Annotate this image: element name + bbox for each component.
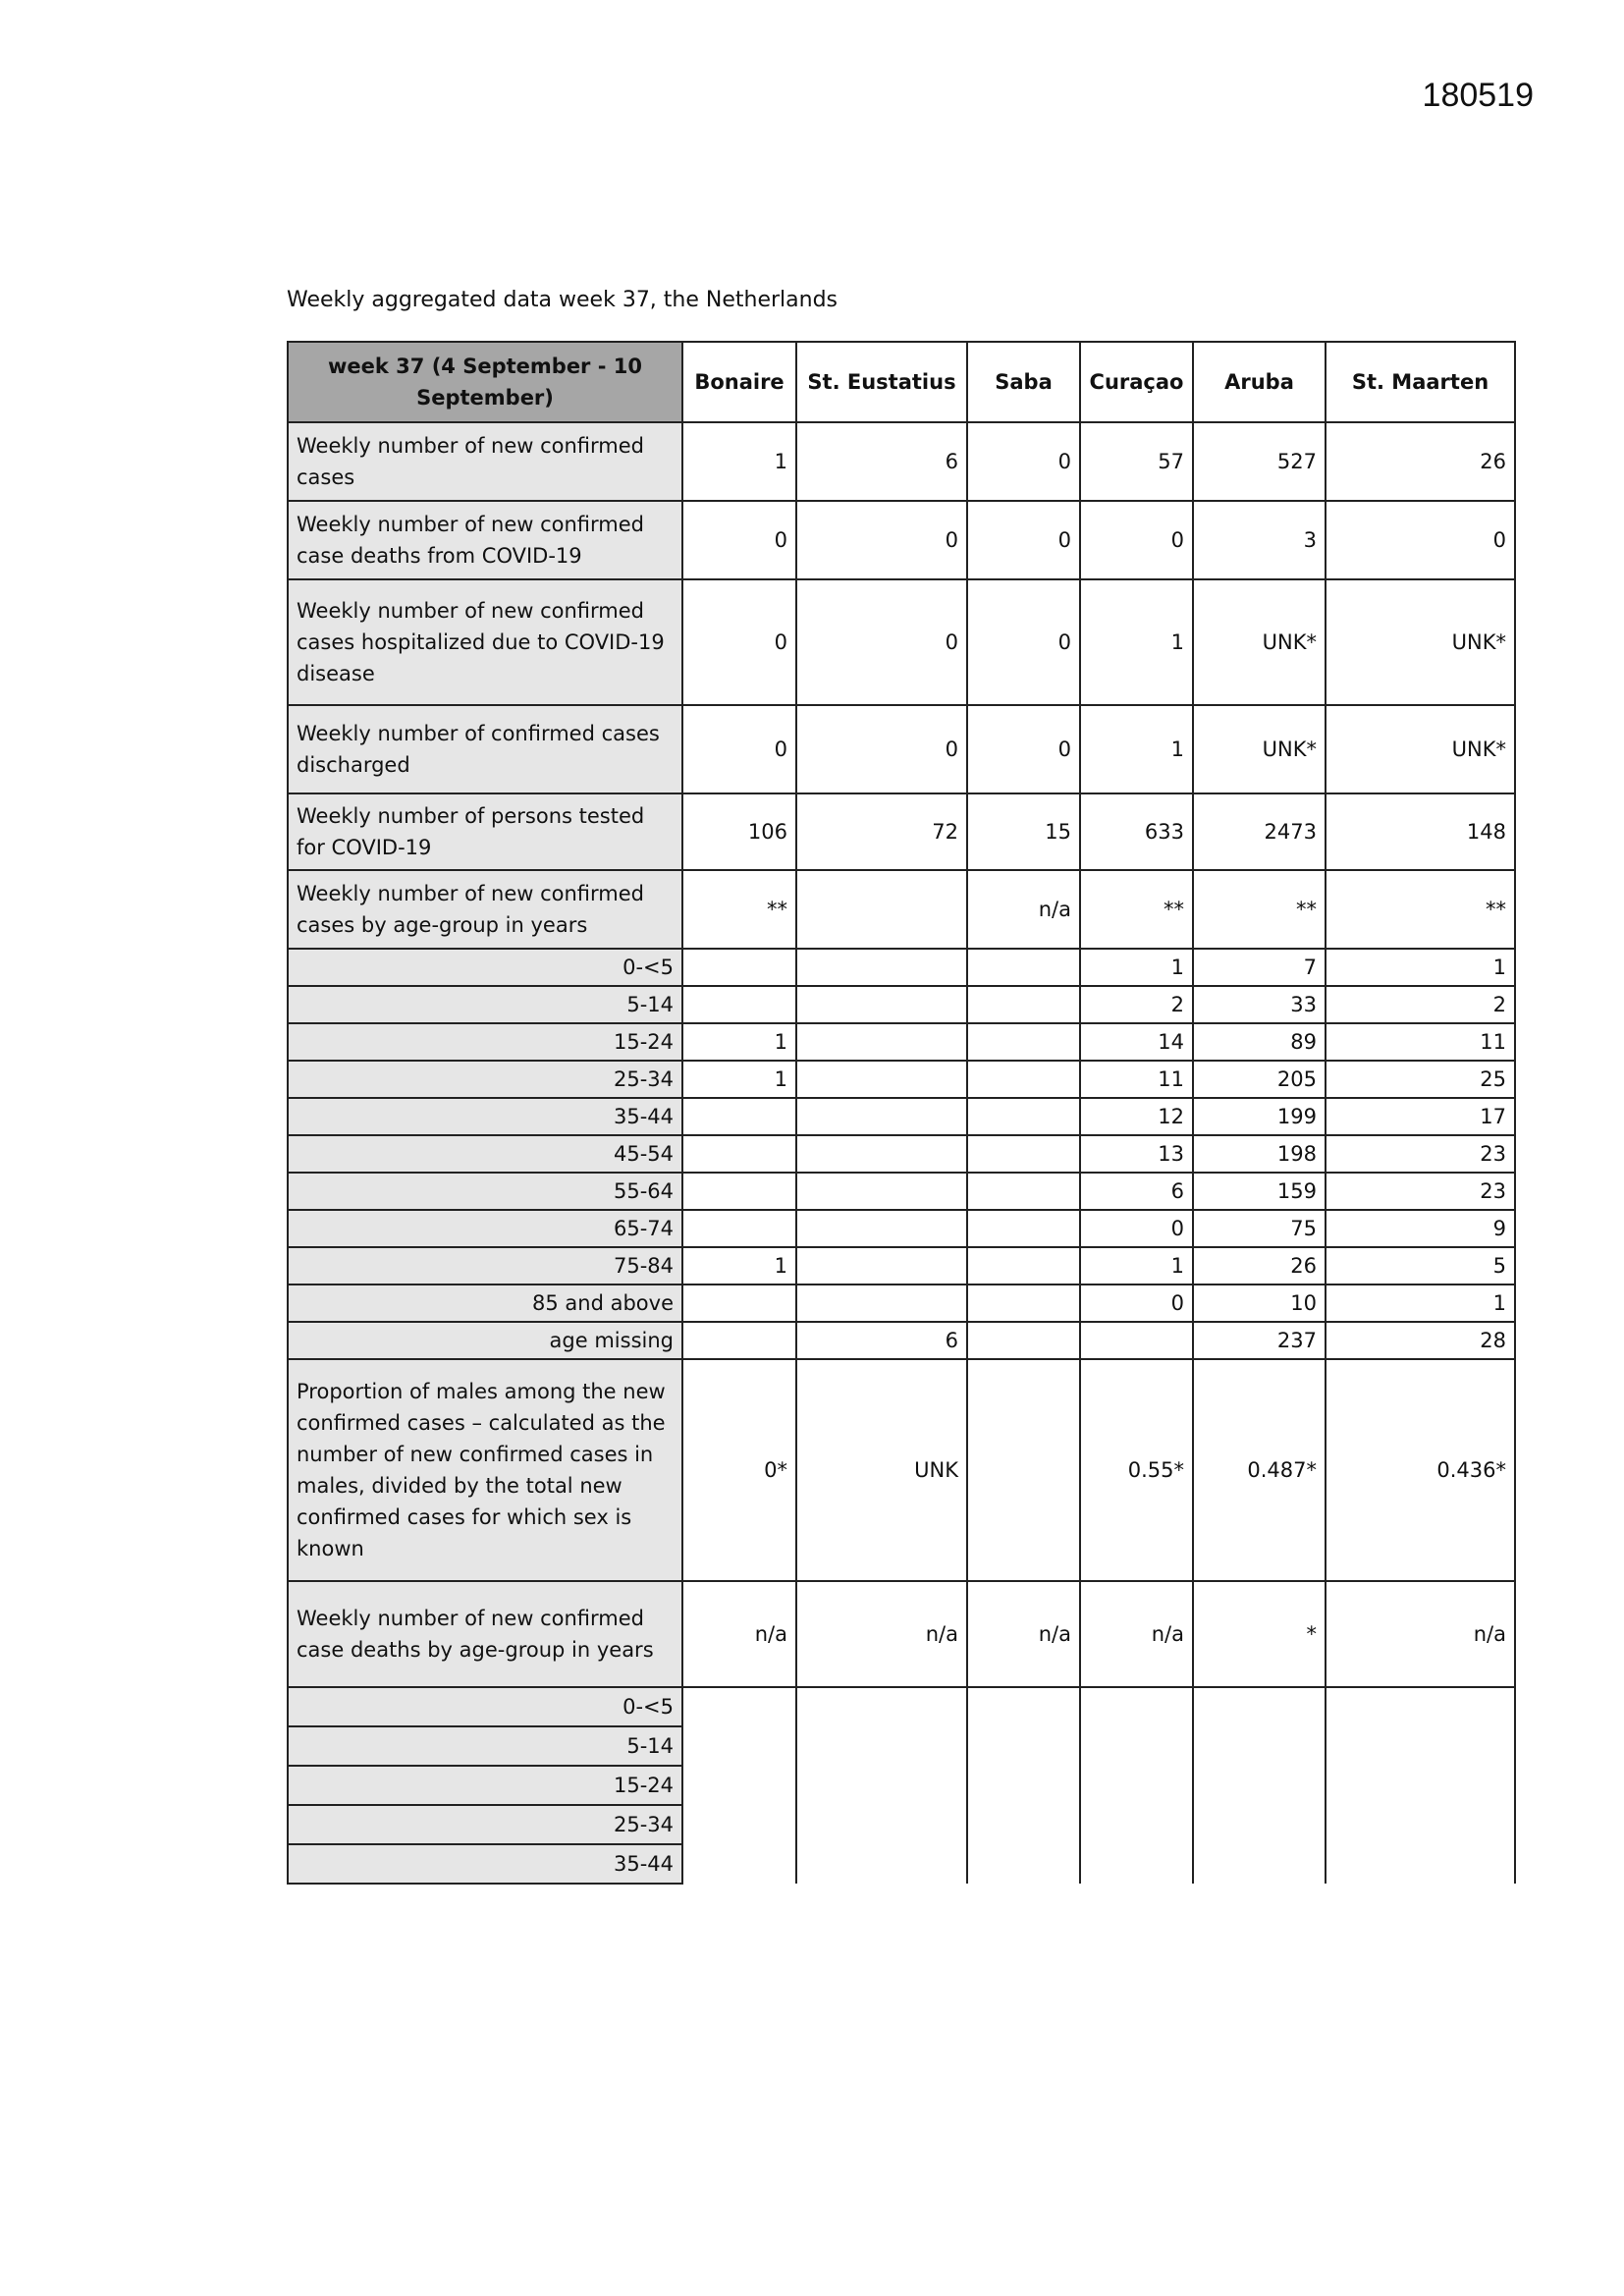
cell: ** [682,870,796,949]
cell: UNK* [1193,705,1326,793]
age-group-row [288,986,1515,1023]
cell: n/a [796,1581,967,1687]
cell [796,986,967,1023]
death-age-group-row [288,1726,1515,1766]
cell: 198 [1193,1135,1326,1173]
cell [682,949,796,986]
cell: 0 [682,579,796,705]
cell: 2473 [1193,793,1326,870]
cell: UNK* [1326,579,1515,705]
cell: 23 [1326,1135,1515,1173]
cell: 199 [1193,1098,1326,1135]
row-label: Weekly number of new confirmed case deaths by age-group in years [288,1581,682,1687]
row-discharged [288,705,1515,793]
cell [967,986,1080,1023]
cell: 0 [796,705,967,793]
cell [967,1322,1080,1359]
cell: 1 [682,1061,796,1098]
cell: UNK [796,1359,967,1581]
age-group-label: 55-64 [288,1173,682,1210]
row-new-confirmed-cases [288,422,1515,501]
cell [1326,1844,1515,1884]
age-group-row [288,1322,1515,1359]
cell [796,1285,967,1322]
cell: 75 [1193,1210,1326,1247]
row-label: Weekly number of new confirmed cases [288,422,682,501]
cell [682,1098,796,1135]
cell: 6 [796,422,967,501]
cell: 148 [1326,793,1515,870]
cell [682,1726,796,1766]
cell: 1 [1080,949,1193,986]
row-hospitalized [288,579,1515,705]
cell: 1 [1326,949,1515,986]
cell [796,1726,967,1766]
cell: 1 [1080,1247,1193,1285]
cell [967,1805,1080,1844]
column-header-bonaire: Bonaire [682,342,796,422]
age-group-label: 35-44 [288,1844,682,1884]
cell: 0 [967,422,1080,501]
age-group-label: 15-24 [288,1023,682,1061]
age-group-label: 25-34 [288,1805,682,1844]
cell [1193,1805,1326,1844]
cell: 2 [1326,986,1515,1023]
cell: 1 [1080,579,1193,705]
cell [1080,1844,1193,1884]
cell: 0 [1080,501,1193,579]
cell: 527 [1193,422,1326,501]
cell: ** [1080,870,1193,949]
row-cases-by-age-group [288,870,1515,949]
cell: 237 [1193,1322,1326,1359]
cell: 1 [682,1023,796,1061]
cell: 0 [1326,501,1515,579]
cell: 14 [1080,1023,1193,1061]
age-group-label: 45-54 [288,1135,682,1173]
cell: 0 [967,705,1080,793]
row-label: Weekly number of new confirmed cases hospitalized due to COVID-19 disease [288,579,682,705]
cell [967,1061,1080,1098]
cell [796,1061,967,1098]
cell [796,1844,967,1884]
death-age-group-row [288,1844,1515,1884]
cell: 1 [682,422,796,501]
cell: 23 [1326,1173,1515,1210]
age-group-label: 15-24 [288,1766,682,1805]
cell: 9 [1326,1210,1515,1247]
cell: n/a [1326,1581,1515,1687]
cell [682,1210,796,1247]
cell [967,1844,1080,1884]
cell [1326,1726,1515,1766]
age-group-row [288,1210,1515,1247]
cell: 57 [1080,422,1193,501]
cell [1326,1805,1515,1844]
cell: 11 [1326,1023,1515,1061]
age-group-label: 0-<5 [288,1687,682,1726]
column-header-st-maarten: St. Maarten [1326,342,1515,422]
cell [1080,1805,1193,1844]
cell [967,1247,1080,1285]
cell: 1 [682,1247,796,1285]
cell [682,1173,796,1210]
cell: 6 [1080,1173,1193,1210]
cell: 5 [1326,1247,1515,1285]
cell [1326,1766,1515,1805]
cell [1080,1726,1193,1766]
cell: ** [1193,870,1326,949]
cell [1193,1726,1326,1766]
cell: n/a [1080,1581,1193,1687]
cell [967,1766,1080,1805]
age-group-label: 35-44 [288,1098,682,1135]
cell: 633 [1080,793,1193,870]
age-group-row [288,1061,1515,1098]
age-group-label: 65-74 [288,1210,682,1247]
cell [1080,1687,1193,1726]
corner-header: week 37 (4 September - 10 September) [288,342,682,422]
cell [1080,1766,1193,1805]
row-proportion-males [288,1359,1515,1581]
cell [796,1135,967,1173]
age-group-label: 0-<5 [288,949,682,986]
header-row [288,342,1515,422]
cell [682,1135,796,1173]
cell: * [1193,1581,1326,1687]
cell: 10 [1193,1285,1326,1322]
cell [796,1023,967,1061]
cell [967,1726,1080,1766]
cell: 0* [682,1359,796,1581]
weekly-data-table [287,341,1516,1885]
cell [796,1098,967,1135]
cell: 0.436* [1326,1359,1515,1581]
cell: 0 [796,579,967,705]
cell: UNK* [1193,579,1326,705]
row-new-case-deaths [288,501,1515,579]
cell: 26 [1193,1247,1326,1285]
cell [967,1359,1080,1581]
age-group-label: 5-14 [288,986,682,1023]
age-group-row [288,1098,1515,1135]
cell [682,1285,796,1322]
cell [796,1687,967,1726]
row-label: Proportion of males among the new confirmed cases – calculated as the number of new confirmed cases in males, divided by the total new confirmed cases for which sex is known [288,1359,682,1581]
cell [967,1687,1080,1726]
cell [796,870,967,949]
age-group-label: 5-14 [288,1726,682,1766]
cell: 0 [796,501,967,579]
cell [796,949,967,986]
row-label: Weekly number of persons tested for COVID-19 [288,793,682,870]
document-title: Weekly aggregated data week 37, the Netherlands [287,288,838,312]
cell: 89 [1193,1023,1326,1061]
cell [682,1844,796,1884]
age-group-row [288,1023,1515,1061]
cell: 0.487* [1193,1359,1326,1581]
age-group-label: 75-84 [288,1247,682,1285]
age-group-label: age missing [288,1322,682,1359]
row-label: Weekly number of new confirmed case deaths from COVID-19 [288,501,682,579]
age-group-row [288,1285,1515,1322]
cell [1326,1687,1515,1726]
cell [967,1173,1080,1210]
cell [967,1285,1080,1322]
cell [967,1210,1080,1247]
cell [967,949,1080,986]
row-label: Weekly number of confirmed cases discharged [288,705,682,793]
cell: 72 [796,793,967,870]
cell [682,1687,796,1726]
cell: 17 [1326,1098,1515,1135]
cell: UNK* [1326,705,1515,793]
cell: 13 [1080,1135,1193,1173]
cell: 106 [682,793,796,870]
cell [796,1805,967,1844]
cell: 205 [1193,1061,1326,1098]
cell: ** [1326,870,1515,949]
column-header-saba: Saba [967,342,1080,422]
cell: 0 [1080,1285,1193,1322]
death-age-group-row [288,1687,1515,1726]
cell [1193,1766,1326,1805]
column-header-st-eustatius: St. Eustatius [796,342,967,422]
age-group-row [288,1247,1515,1285]
cell: 159 [1193,1173,1326,1210]
column-header-aruba: Aruba [1193,342,1326,422]
cell: 0.55* [1080,1359,1193,1581]
cell: 2 [1080,986,1193,1023]
row-deaths-by-age-group [288,1581,1515,1687]
column-header-curacao: Curaçao [1080,342,1193,422]
cell: 3 [1193,501,1326,579]
cell: 28 [1326,1322,1515,1359]
cell: 12 [1080,1098,1193,1135]
cell: n/a [967,870,1080,949]
cell: 0 [682,705,796,793]
cell: 11 [1080,1061,1193,1098]
cell [796,1173,967,1210]
cell: 25 [1326,1061,1515,1098]
age-group-label: 25-34 [288,1061,682,1098]
document-id: 180519 [1422,77,1534,114]
cell [796,1210,967,1247]
cell [967,1135,1080,1173]
cell [682,1766,796,1805]
cell: 1 [1080,705,1193,793]
cell: 0 [682,501,796,579]
cell [682,1322,796,1359]
row-label: Weekly number of new confirmed cases by age-group in years [288,870,682,949]
cell: 26 [1326,422,1515,501]
age-group-row [288,949,1515,986]
age-group-label: 85 and above [288,1285,682,1322]
row-persons-tested [288,793,1515,870]
cell [967,1098,1080,1135]
death-age-group-row [288,1766,1515,1805]
cell [682,1805,796,1844]
death-age-group-row [288,1805,1515,1844]
cell: 7 [1193,949,1326,986]
age-group-row [288,1173,1515,1210]
cell: 0 [967,501,1080,579]
cell [967,1023,1080,1061]
cell: 0 [967,579,1080,705]
cell [796,1247,967,1285]
cell: 6 [796,1322,967,1359]
cell: 1 [1326,1285,1515,1322]
cell: 15 [967,793,1080,870]
age-group-row [288,1135,1515,1173]
cell: n/a [967,1581,1080,1687]
cell: 0 [1080,1210,1193,1247]
cell: n/a [682,1581,796,1687]
cell [796,1766,967,1805]
cell [1193,1687,1326,1726]
cell [1193,1844,1326,1884]
cell [682,986,796,1023]
cell: 33 [1193,986,1326,1023]
cell [1080,1322,1193,1359]
